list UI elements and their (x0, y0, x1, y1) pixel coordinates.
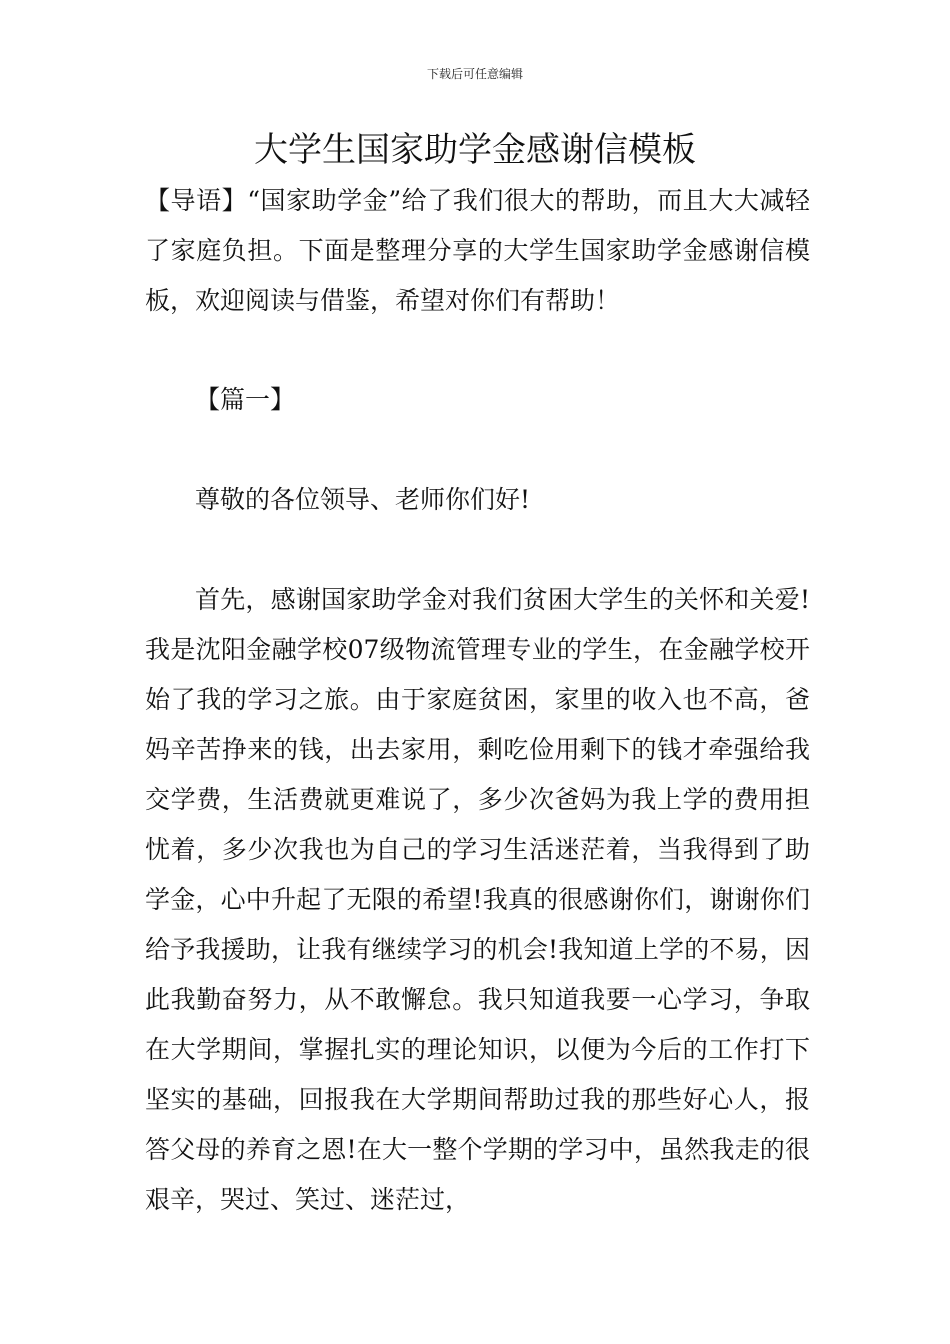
body-paragraph: 首先，感谢国家助学金对我们贫困大学生的关怀和关爱!我是沈阳金融学校07级物流管理专业的学生，在金融学校开始了我的学习之旅。由于家庭贫困，家里的收入也不高，爸妈辛苦挣来的钱，出去家用，剩吃俭用剩下的钱才牵强给我交学费，生活费就更难说了，多少次爸妈为我上学的费用担忧着，多少次我也为自己的学习生活迷茫着，当我得到了助学金，心中升起了无限的希望!我真的很感谢你们，谢谢你们给予我援助，让我有继续学习的机会!我知道上学的不易，因此我勤奋努力，从不敢懈怠。我只知道我要一心学习，争取在大学期间，掌握扎实的理论知识，以便为今后的工作打下坚实的基础，回报我在大学期间帮助过我的那些好心人，报答父母的养育之恩!在大一整个学期的学习中，虽然我走的很艰辛，哭过、笑过、迷茫过， (145, 585, 810, 1214)
section-label: 【篇一】 (195, 385, 296, 414)
header-note: 下载后可任意编辑 (426, 67, 523, 81)
document-title: 大学生国家助学金感谢信模板 (254, 130, 696, 170)
greeting-line: 尊敬的各位领导、老师你们好! (195, 485, 531, 514)
intro-paragraph: 【导语】“国家助学金”给了我们很大的帮助，而且大大减轻了家庭负担。下面是整理分享的大学生国家助学金感谢信模板，欢迎阅读与借鉴，希望对你们有帮助！ (145, 186, 810, 315)
